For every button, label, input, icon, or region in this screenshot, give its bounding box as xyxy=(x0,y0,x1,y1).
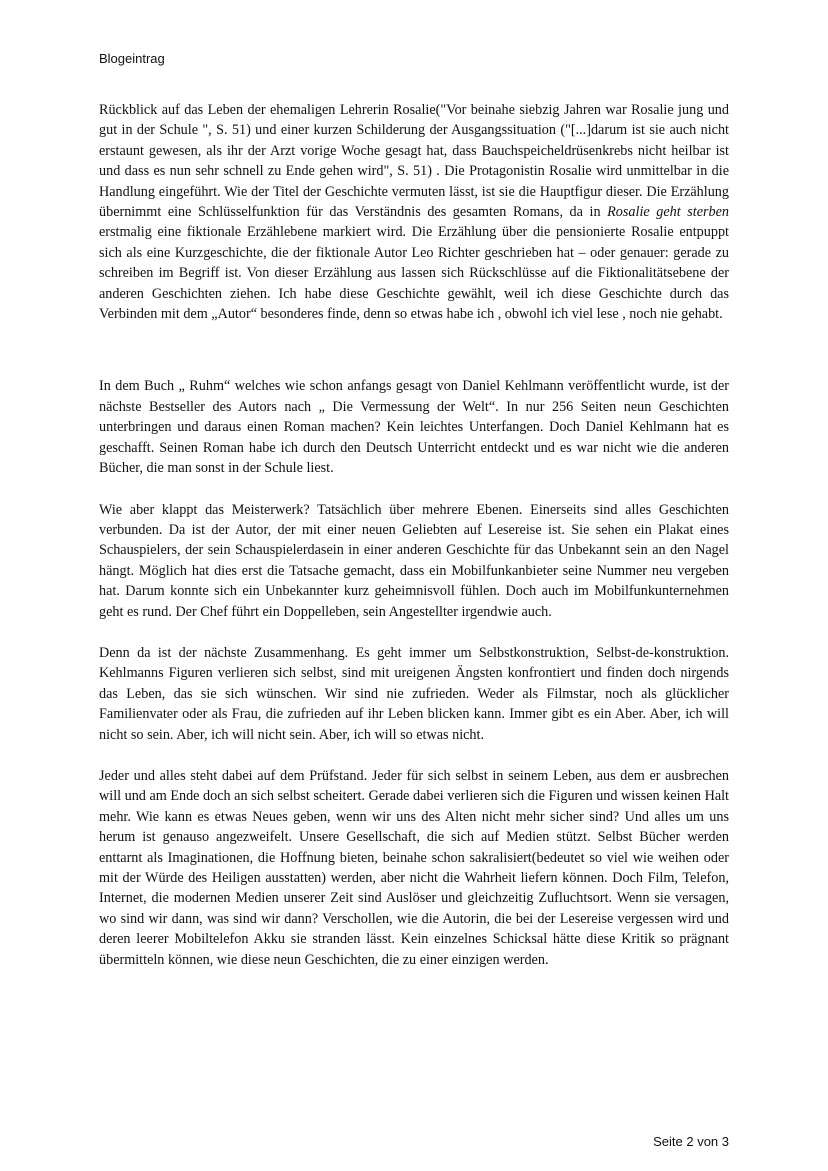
paragraph-text: erstmalig eine fiktionale Erzählebene markiert wird. Die Erzählung über die pensionierte Rosalie entpuppt sich als eine Kurzgeschichte, die der fiktionale Autor Leo Richter geschrieben hat – oder genauer: gerade zu schreiben im Begriff ist. Von dieser Erzählung aus lassen sich Rückschlüsse auf die Fiktionalitätsebene der anderen Geschichten ziehen. Ich habe diese Geschichte gewählt, weil ich diese Geschichte durch das Verbinden mit dem „Autor“ besonderes finde, denn so etwas habe ich , obwohl ich viel lese , noch nie gehabt. xyxy=(99,224,729,323)
header-title: Blogeintrag xyxy=(99,51,165,66)
paragraph-self-construction: Denn da ist der nächste Zusammenhang. Es geht immer um Selbstkonstruktion, Selbst-de-konstruktion. Kehlmanns Figuren verlieren sich selbst, sind mit ureigenen Ängsten konfrontiert und finden doch nirgends das Leben, das sie sich wünschen. Wir sind nie zufrieden. Weder als Filmstar, noch als glücklicher Familienvater oder als Frau, die zufrieden auf ihr Leben blicken kann. Immer gibt es ein Aber. Aber, ich will nicht so sein. Aber, ich will nicht sein. Aber, ich will so etwas nicht. xyxy=(99,644,729,743)
paragraph-text: Rückblick auf das Leben der ehemaligen Lehrerin Rosalie("Vor beinahe siebzig Jahren war Rosalie jung und gut in der Schule ", S. 51) und einer kurzen Schilderung der Ausgangssituation ("[...]darum ist sie auch nicht erstaunt gewesen, als ihr der Arzt vorige Woche gesagt hat, dass Bauchspeicheldrüsenkrebs nicht heilbar ist und dass es nun sehr schnell zu Ende gehen wird", S. 51) . Die Protagonistin Rosalie wird unmittelbar in die Handlung eingeführt. Wie der Titel der Geschichte vermuten lässt, ist sie die Hauptfigur dieser. Die Erzählung übernimmt eine Schlüsselfunktion für das Verständnis des gesamten Romans, da in xyxy=(99,102,729,221)
paragraph-critique: Jeder und alles steht dabei auf dem Prüfstand. Jeder für sich selbst in seinem Leben, aus dem er ausbrechen will und am Ende doch an sich selbst scheitert. Gerade dabei verlieren sich die Figuren und wissen keinen Halt mehr. Wie kann es etwas Neues geben, wenn wir uns des Alten nicht mehr sicher sind? Und alles um uns herum ist genauso angezweifelt. Unsere Gesellschaft, die sich auf Medien stützt. Selbst Bücher werden enttarnt als Imaginationen, die Hoffnung bieten, beinahe schon sakralisiert(bedeutet so viel wie weihen oder mit der Würde des Heiligen ausstatten) werden, aber nicht die Wahrheit liefern können. Doch Film, Telefon, Internet, die modernen Medien unserer Zeit sind Auslöser und gleichzeitig Zufluchtsort. Wenn sie versagen, wo sind wir dann, was sind wir dann? Verschollen, wie die Autorin, die bei der Lesereise vergessen wird und deren leerer Mobiltelefon Akku sie stranden lässt. Kein einzelnes Schicksal hätte diese Kritik so prägnant übermitteln können, wie diese neun Geschichten, die zu einer einzigen werden. xyxy=(99,767,729,968)
paragraph-book-intro: In dem Buch „ Ruhm“ welches wie schon anfangs gesagt von Daniel Kehlmann veröffentlicht wurde, ist der nächste Bestseller des Autors nach „ Die Vermessung der Welt“. In nur 256 Seiten neun Geschichten unterbringen und daraus einen Roman machen? Kein leichtes Unterfangen. Doch Daniel Kehlmann hat es geschafft. Seinen Roman habe ich durch den Deutsch Unterricht entdeckt und es war nicht wie die anderen Bücher, die man sonst in der Schule liest. xyxy=(99,378,729,477)
paragraph-rosalie-summary xyxy=(99,100,729,324)
document-body xyxy=(99,100,729,970)
page-number: Seite 2 von 3 xyxy=(653,1134,729,1149)
paragraph-structure: Wie aber klappt das Meisterwerk? Tatsächlich über mehrere Ebenen. Einerseits sind alles Geschichten verbunden. Da ist der Autor, der mit einer neuen Geliebten auf Lesereise ist. Sie sehen ein Plakat eines Schauspielers, der sein Schauspielerdasein in einer anderen Geschichte für das Unbekannt sein an den Nagel hängt. Möglich hat dies erst die Tatsache gemacht, dass ein Mobilfunkanbieter seine Nummer neu vergeben hat. Darum konnte sich ein Unbekannter kurz geheimnisvoll fühlen. Doch auch im Mobilfunkunternehmen geht es rund. Der Chef führt ein Doppelleben, sein Angestellter irgendwie auch. xyxy=(99,501,729,620)
book-title-italic: Rosalie geht sterben xyxy=(607,204,729,221)
